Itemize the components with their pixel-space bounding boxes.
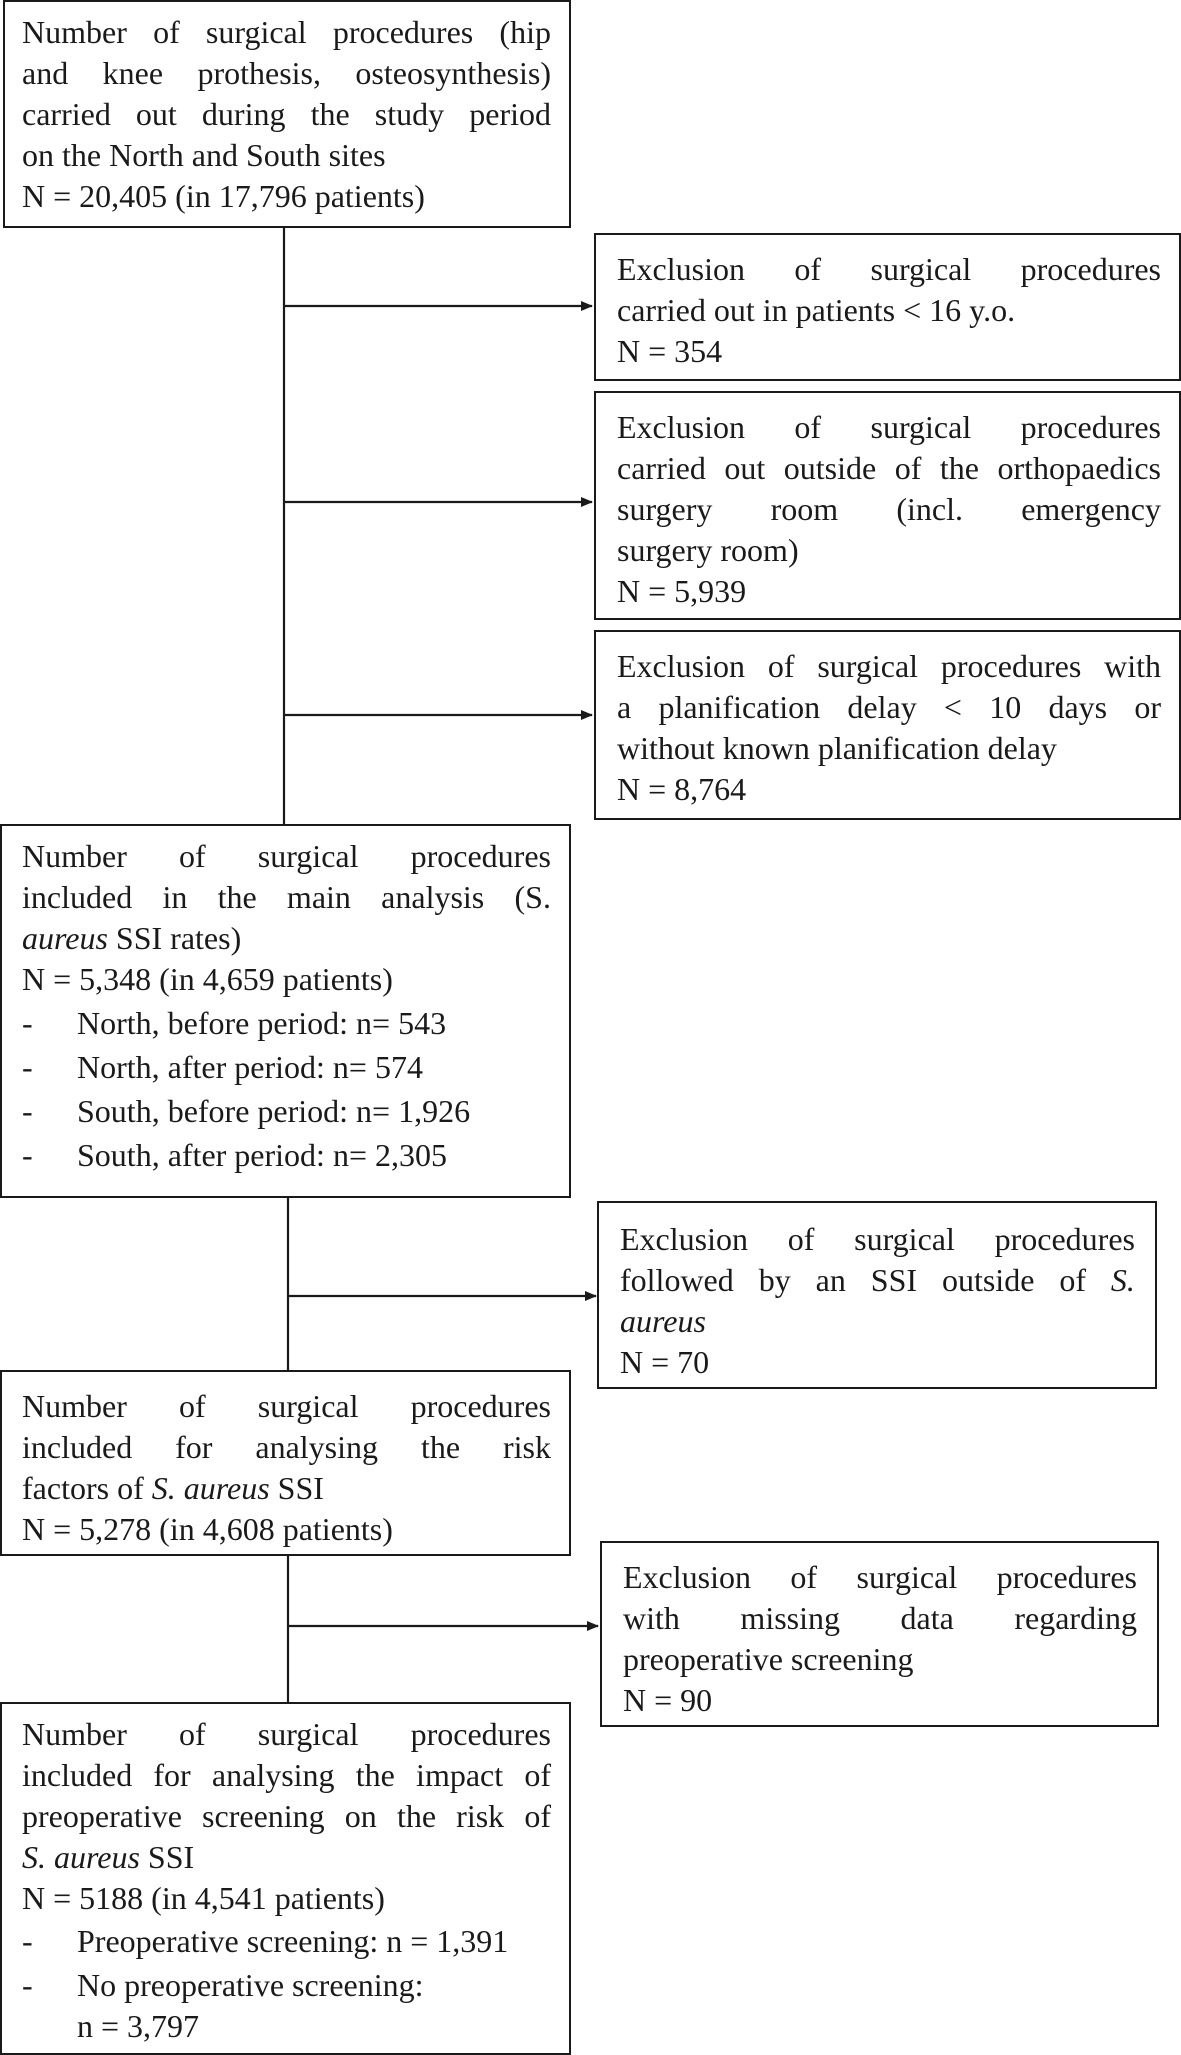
word: of bbox=[153, 14, 180, 50]
ex3-line-2 bbox=[617, 687, 1161, 728]
bullet-north-after: - North, after period: n= 574 bbox=[22, 1049, 423, 1085]
word: of bbox=[794, 409, 822, 445]
word: the bbox=[420, 1429, 461, 1465]
word: outside bbox=[783, 450, 877, 486]
box4-line-4: S. aureus SSI bbox=[22, 1839, 195, 1875]
word: main bbox=[286, 879, 351, 915]
word: the bbox=[939, 450, 979, 486]
ex1-count: N = 354 bbox=[617, 333, 723, 369]
word: risk bbox=[502, 1429, 551, 1465]
bullet-no-screening: - No preoperative screening: bbox=[22, 1967, 424, 2003]
word: (incl. bbox=[896, 491, 963, 527]
word: (hip bbox=[499, 14, 551, 50]
word: surgical bbox=[257, 1388, 359, 1424]
word: surgical bbox=[205, 14, 307, 50]
word: emergency bbox=[1021, 491, 1161, 527]
word: of bbox=[790, 1559, 818, 1595]
word: orthopaedics bbox=[997, 450, 1161, 486]
word: Exclusion bbox=[617, 251, 745, 287]
word: followed bbox=[620, 1262, 734, 1298]
word: or bbox=[1134, 689, 1161, 725]
word: Number bbox=[22, 1388, 127, 1424]
word: (S. bbox=[514, 879, 551, 915]
box3-total-count: N = 5,278 (in 4,608 patients) bbox=[22, 1511, 393, 1547]
exclusion-box-room bbox=[594, 391, 1181, 620]
word: Number bbox=[22, 14, 127, 50]
box4-total-count: N = 5188 (in 4,541 patients) bbox=[22, 1880, 385, 1916]
word: for bbox=[153, 1757, 191, 1793]
ex5-line-2 bbox=[623, 1598, 1137, 1639]
word: study bbox=[374, 96, 445, 132]
word: procedures bbox=[1020, 251, 1161, 287]
word: impact bbox=[416, 1757, 504, 1793]
bullet-south-before: - South, before period: n= 1,926 bbox=[22, 1093, 471, 1129]
word: out bbox=[135, 96, 177, 132]
word: of bbox=[178, 1388, 206, 1424]
word: preoperative bbox=[22, 1798, 182, 1834]
word: room bbox=[770, 491, 839, 527]
exclusion-box-non-aureus-ssi bbox=[597, 1201, 1157, 1389]
risk-factors-box bbox=[0, 1370, 571, 1556]
ex4-line-3: aureus bbox=[620, 1303, 706, 1339]
word: prothesis, bbox=[197, 55, 321, 91]
word: and bbox=[22, 55, 69, 91]
ex1-line-2: carried out in patients < 16 y.o. bbox=[617, 292, 1016, 328]
word: Number bbox=[22, 838, 127, 874]
word: procedures bbox=[1020, 409, 1161, 445]
word: the bbox=[310, 96, 350, 132]
ex4-line-1 bbox=[620, 1219, 1135, 1260]
word: procedures bbox=[410, 1388, 551, 1424]
box1-total-count: N = 20,405 (in 17,796 patients) bbox=[22, 178, 425, 214]
word: a bbox=[617, 689, 632, 725]
word: Exclusion bbox=[617, 409, 745, 445]
word: of bbox=[178, 838, 206, 874]
word: surgical bbox=[856, 1559, 958, 1595]
ex3-count: N = 8,764 bbox=[617, 771, 747, 807]
ex4-count: N = 70 bbox=[620, 1344, 710, 1380]
ex2-count: N = 5,939 bbox=[617, 573, 747, 609]
word: regarding bbox=[1014, 1600, 1137, 1636]
word: included bbox=[22, 1757, 133, 1793]
initial-procedures-box bbox=[3, 0, 571, 228]
exclusion-box-delay bbox=[594, 630, 1181, 820]
word: Number bbox=[22, 1716, 127, 1752]
word: analysing bbox=[211, 1757, 335, 1793]
word: procedures bbox=[410, 838, 551, 874]
ex4-line-2 bbox=[620, 1260, 1135, 1301]
word: analysis bbox=[381, 879, 485, 915]
ex2-line-1 bbox=[617, 407, 1161, 448]
word: surgery bbox=[617, 491, 713, 527]
word: surgical bbox=[870, 409, 972, 445]
ex1-line-1 bbox=[617, 249, 1161, 290]
word: procedures bbox=[332, 14, 474, 50]
word: osteosynthesis) bbox=[355, 55, 551, 91]
word: planification bbox=[658, 689, 821, 725]
word: for bbox=[175, 1429, 213, 1465]
word: of bbox=[794, 251, 822, 287]
word: procedures bbox=[994, 1221, 1135, 1257]
word: surgical bbox=[870, 251, 972, 287]
box2-total-count: N = 5,348 (in 4,659 patients) bbox=[22, 961, 393, 997]
ex5-count: N = 90 bbox=[623, 1682, 713, 1718]
word: with bbox=[1104, 648, 1161, 684]
ex5-line-1 bbox=[623, 1557, 1137, 1598]
ex3-line-3: without known planification delay bbox=[617, 730, 1057, 766]
word: of bbox=[1059, 1262, 1086, 1298]
word: missing bbox=[740, 1600, 840, 1636]
word: analysing bbox=[255, 1429, 379, 1465]
word: of bbox=[894, 450, 922, 486]
word: carried bbox=[22, 96, 111, 132]
box4-line-3 bbox=[22, 1796, 551, 1837]
box4-line-2 bbox=[22, 1755, 551, 1796]
ex5-line-3: preoperative screening bbox=[623, 1641, 914, 1677]
word: of bbox=[524, 1798, 551, 1834]
word: procedures bbox=[410, 1716, 551, 1752]
word: < bbox=[943, 689, 962, 725]
word: days bbox=[1048, 689, 1108, 725]
word: the bbox=[217, 879, 257, 915]
ex2-line-4: surgery room) bbox=[617, 532, 799, 568]
word: the bbox=[355, 1757, 395, 1793]
box1-line-3 bbox=[22, 94, 551, 135]
word: carried bbox=[617, 450, 706, 486]
box3-line-2 bbox=[22, 1427, 551, 1468]
word: an bbox=[815, 1262, 846, 1298]
box2-line-2 bbox=[22, 877, 551, 918]
exclusion-box-missing-screening bbox=[600, 1541, 1159, 1727]
box4-line-1 bbox=[22, 1714, 551, 1755]
box3-line-1 bbox=[22, 1386, 551, 1427]
word: during bbox=[201, 96, 286, 132]
word: risk bbox=[456, 1798, 505, 1834]
word: Exclusion bbox=[617, 648, 745, 684]
bullet-north-before: - North, before period: n= 543 bbox=[22, 1005, 447, 1041]
box1-line-2 bbox=[22, 53, 551, 94]
screening-impact-box bbox=[0, 1702, 571, 2055]
word: S. bbox=[1110, 1262, 1135, 1298]
box1-line-1 bbox=[22, 12, 551, 53]
word: data bbox=[900, 1600, 954, 1636]
word: surgical bbox=[257, 1716, 359, 1752]
word: procedures bbox=[996, 1559, 1137, 1595]
word: Exclusion bbox=[620, 1221, 748, 1257]
word: 10 bbox=[989, 689, 1022, 725]
word: in bbox=[162, 879, 188, 915]
bullet-screening: - Preoperative screening: n = 1,391 bbox=[22, 1923, 509, 1959]
word: the bbox=[396, 1798, 437, 1834]
word: included bbox=[22, 1429, 133, 1465]
word: outside bbox=[941, 1262, 1035, 1298]
box1-line-4: on the North and South sites bbox=[22, 137, 386, 173]
bullet-south-after: - South, after period: n= 2,305 bbox=[22, 1137, 447, 1173]
word: of bbox=[524, 1757, 551, 1793]
word: SSI bbox=[870, 1262, 918, 1298]
bullet-no-screening-count: n = 3,797 bbox=[77, 2008, 200, 2044]
word: delay bbox=[847, 689, 917, 725]
word: procedures bbox=[940, 648, 1082, 684]
box2-line-1 bbox=[22, 836, 551, 877]
ex2-line-2 bbox=[617, 448, 1161, 489]
word: with bbox=[623, 1600, 680, 1636]
word: period bbox=[469, 96, 551, 132]
word: included bbox=[22, 879, 133, 915]
word: Exclusion bbox=[623, 1559, 751, 1595]
word: of bbox=[178, 1716, 206, 1752]
box3-line-3: factors of S. aureus SSI bbox=[22, 1470, 324, 1506]
word: surgical bbox=[817, 648, 919, 684]
word: by bbox=[758, 1262, 791, 1298]
word: knee bbox=[102, 55, 164, 91]
word: out bbox=[724, 450, 766, 486]
main-analysis-box bbox=[0, 824, 571, 1198]
ex2-line-3 bbox=[617, 489, 1161, 530]
exclusion-box-age bbox=[594, 233, 1181, 381]
word: of bbox=[767, 648, 795, 684]
box2-line-3: aureus SSI rates) bbox=[22, 920, 242, 956]
word: surgical bbox=[854, 1221, 955, 1257]
ex3-line-1 bbox=[617, 646, 1161, 687]
word: surgical bbox=[257, 838, 359, 874]
word: screening bbox=[202, 1798, 325, 1834]
word: on bbox=[344, 1798, 377, 1834]
word: of bbox=[787, 1221, 815, 1257]
